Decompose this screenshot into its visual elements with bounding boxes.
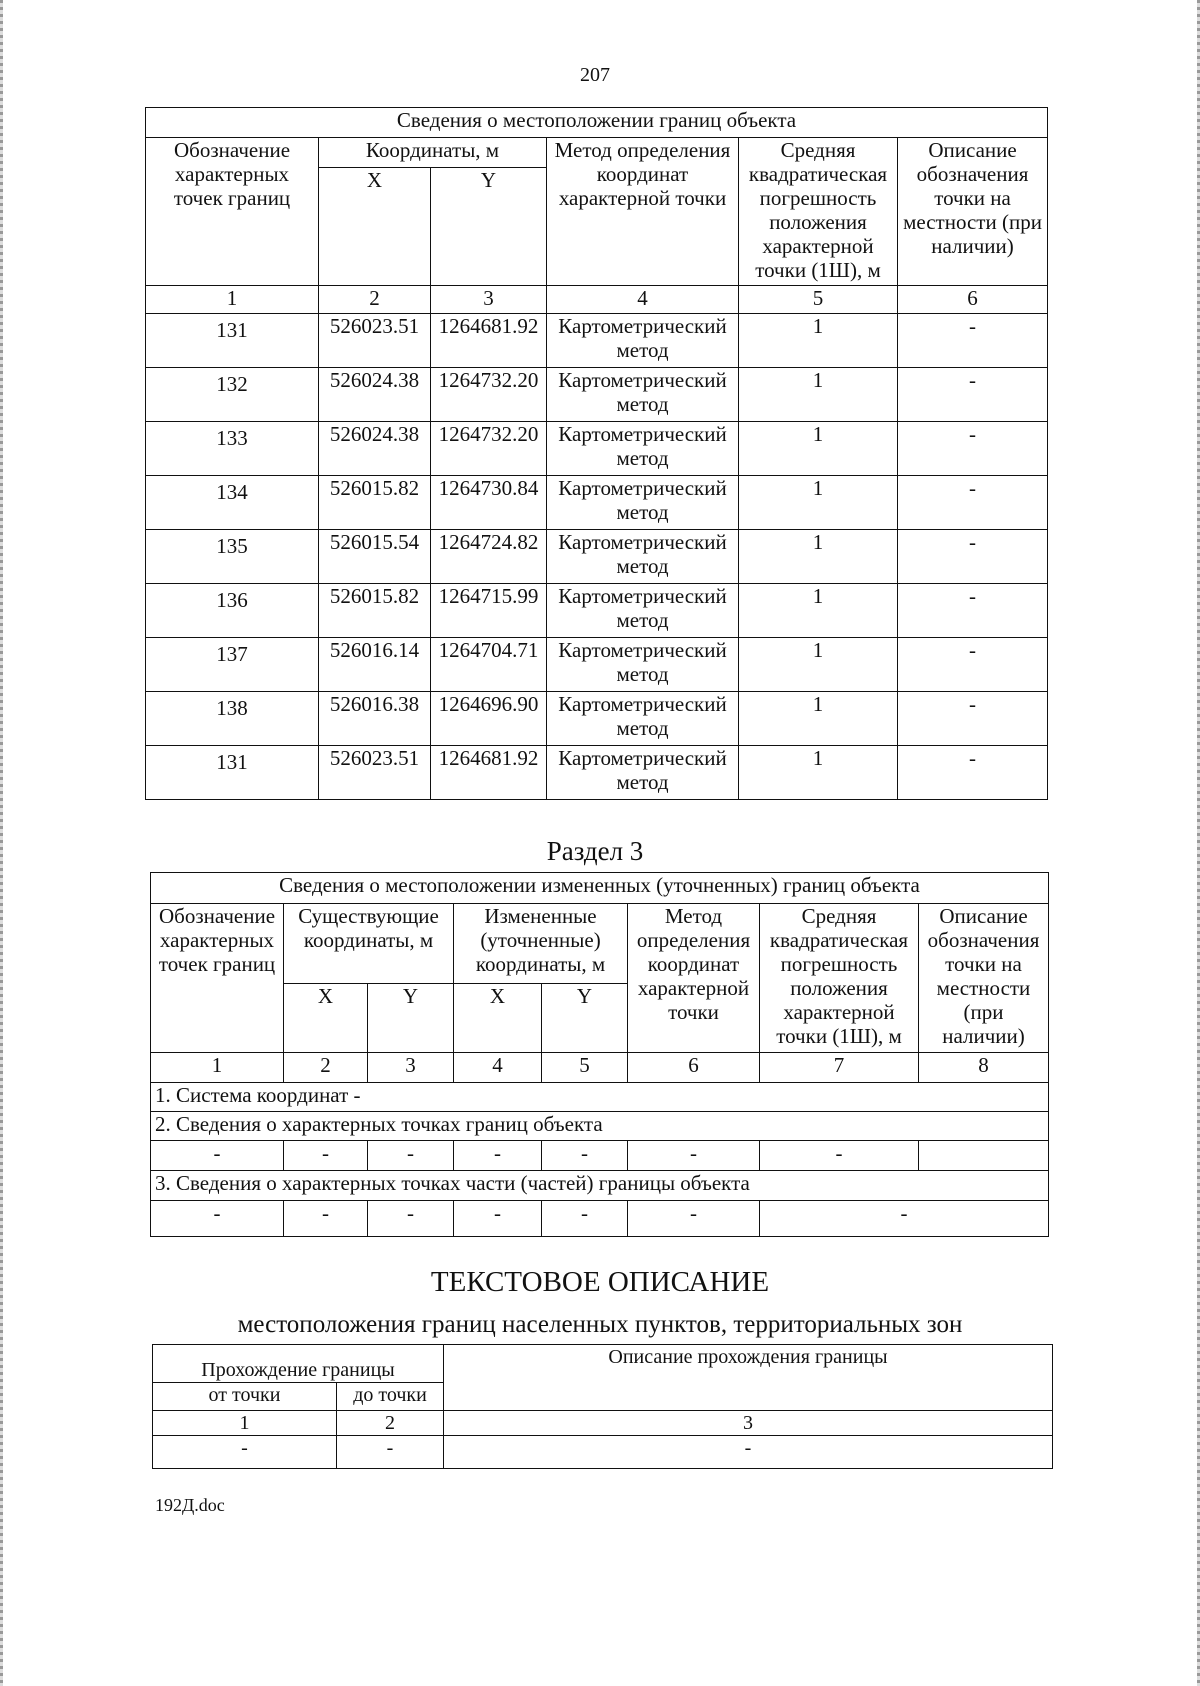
x-cell: 526016.38 (319, 692, 431, 746)
header-description: Описание прохождения границы (444, 1345, 1053, 1411)
boundary-points-table (145, 107, 1048, 800)
header-point: Обозначение характерных точек границ (146, 138, 319, 286)
header-method: Метод определения координат характерной точки (547, 138, 739, 286)
col-number: 3 (431, 286, 547, 314)
table-title: Сведения о местоположении измененных (уточненных) границ объекта (151, 873, 1049, 904)
header-description: Описание обозначения точки на местности (при наличии) (919, 904, 1049, 1053)
y-cell: 1264730.84 (431, 476, 547, 530)
col-number: 2 (284, 1053, 368, 1083)
dash-cell: - (368, 1141, 454, 1171)
description-cell: - (898, 638, 1048, 692)
y-cell: 1264732.20 (431, 422, 547, 476)
x-cell: 526015.82 (319, 476, 431, 530)
point-cell: 135 (146, 530, 319, 584)
y-cell: 1264732.20 (431, 368, 547, 422)
col-number: 6 (898, 286, 1048, 314)
table-row (146, 422, 1048, 476)
col-number: 3 (444, 1411, 1053, 1436)
dash-cell: - (628, 1141, 760, 1171)
description-cell: - (898, 422, 1048, 476)
col-number: 7 (760, 1053, 919, 1083)
header-error: Средняя квадратическая погрешность положения характерной точки (1Ш), м (760, 904, 919, 1053)
col-number: 5 (542, 1053, 628, 1083)
header-y: Y (431, 168, 547, 286)
col-number: 2 (337, 1411, 444, 1436)
col-number: 1 (151, 1053, 284, 1083)
table-title: Сведения о местоположении границ объекта (146, 108, 1048, 138)
header-point: Обозначение характерных точек границ (151, 904, 284, 1053)
y-cell: 1264681.92 (431, 746, 547, 800)
col-number: 8 (919, 1053, 1049, 1083)
col-number: 3 (368, 1053, 454, 1083)
description-cell: - (898, 314, 1048, 368)
dash-cell: - (444, 1436, 1053, 1469)
header-description: Описание обозначения точки на местности (при наличии) (898, 138, 1048, 286)
method-cell: Картометрический метод (547, 530, 739, 584)
header-error: Средняя квадратическая погрешность положения характерной точки (1Ш), м (739, 138, 898, 286)
col-number: 4 (547, 286, 739, 314)
point-cell: 134 (146, 476, 319, 530)
method-cell: Картометрический метод (547, 476, 739, 530)
x-cell: 526024.38 (319, 368, 431, 422)
description-cell: - (898, 746, 1048, 800)
header-x: X (319, 168, 431, 286)
table-row (151, 1141, 1049, 1171)
header-to: до точки (337, 1383, 444, 1411)
header-x: X (284, 984, 368, 1053)
description-cell: - (898, 476, 1048, 530)
y-cell: 1264715.99 (431, 584, 547, 638)
header-from: от точки (153, 1383, 337, 1411)
x-cell: 526015.54 (319, 530, 431, 584)
dash-cell: - (284, 1201, 368, 1237)
header-changed: Измененные (уточненные) координаты, м (454, 904, 628, 984)
method-cell: Картометрический метод (547, 422, 739, 476)
x-cell: 526016.14 (319, 638, 431, 692)
footer-filename: 192Д.doc (155, 1495, 225, 1515)
dash-cell: - (284, 1141, 368, 1171)
point-cell: 137 (146, 638, 319, 692)
error-cell: 1 (739, 476, 898, 530)
description-cell: - (898, 584, 1048, 638)
dash-cell: - (628, 1201, 760, 1237)
dash-cell: - (542, 1201, 628, 1237)
y-cell: 1264681.92 (431, 314, 547, 368)
x-cell: 526023.51 (319, 314, 431, 368)
dash-cell: - (454, 1201, 542, 1237)
dash-cell: - (760, 1141, 919, 1171)
x-cell: 526024.38 (319, 422, 431, 476)
point-cell: 131 (146, 746, 319, 800)
dash-cell: - (153, 1436, 337, 1469)
error-cell: 1 (739, 530, 898, 584)
parts-heading-row: 3. Сведения о характерных точках части (частей) границы объекта (151, 1171, 1049, 1201)
method-cell: Картометрический метод (547, 584, 739, 638)
col-number: 1 (153, 1411, 337, 1436)
method-cell: Картометрический метод (547, 746, 739, 800)
table-row (151, 1201, 1049, 1237)
coord-system-row: 1. Система координат - (151, 1083, 1049, 1112)
method-cell: Картометрический метод (547, 314, 739, 368)
header-existing: Существующие координаты, м (284, 904, 454, 984)
col-number: 5 (739, 286, 898, 314)
dash-cell: - (760, 1201, 1049, 1237)
description-cell: - (898, 692, 1048, 746)
table-row (146, 746, 1048, 800)
header-method: Метод определения координат характерной точки (628, 904, 760, 1053)
col-number: 1 (146, 286, 319, 314)
text-description-title: ТЕКСТОВОЕ ОПИСАНИЕ (430, 1266, 770, 1298)
dash-cell: - (368, 1201, 454, 1237)
table-row (146, 638, 1048, 692)
y-cell: 1264704.71 (431, 638, 547, 692)
x-cell: 526023.51 (319, 746, 431, 800)
description-cell: - (898, 368, 1048, 422)
error-cell: 1 (739, 584, 898, 638)
y-cell: 1264696.90 (431, 692, 547, 746)
table-row (153, 1436, 1053, 1469)
page-number: 207 (580, 64, 610, 86)
table-row (146, 584, 1048, 638)
section-heading: Раздел 3 (546, 836, 644, 866)
header-y: Y (542, 984, 628, 1053)
dash-cell: - (337, 1436, 444, 1469)
header-y: Y (368, 984, 454, 1053)
empty-cell (919, 1141, 1049, 1171)
method-cell: Картометрический метод (547, 638, 739, 692)
dash-cell: - (542, 1141, 628, 1171)
boundary-description-table (152, 1344, 1053, 1469)
error-cell: 1 (739, 422, 898, 476)
points-heading-row: 2. Сведения о характерных точках границ объекта (151, 1112, 1049, 1141)
header-x: X (454, 984, 542, 1053)
dash-cell: - (454, 1141, 542, 1171)
header-passage: Прохождение границы (153, 1345, 444, 1383)
error-cell: 1 (739, 314, 898, 368)
col-number: 4 (454, 1053, 542, 1083)
table-row (146, 530, 1048, 584)
point-cell: 132 (146, 368, 319, 422)
x-cell: 526015.82 (319, 584, 431, 638)
dash-cell: - (151, 1201, 284, 1237)
point-cell: 136 (146, 584, 319, 638)
error-cell: 1 (739, 368, 898, 422)
method-cell: Картометрический метод (547, 692, 739, 746)
header-coords: Координаты, м (319, 138, 547, 168)
col-number: 2 (319, 286, 431, 314)
description-cell: - (898, 530, 1048, 584)
point-cell: 138 (146, 692, 319, 746)
dash-cell: - (151, 1141, 284, 1171)
changed-boundaries-table (150, 872, 1049, 1237)
y-cell: 1264724.82 (431, 530, 547, 584)
error-cell: 1 (739, 638, 898, 692)
table-row (146, 368, 1048, 422)
col-number: 6 (628, 1053, 760, 1083)
point-cell: 131 (146, 314, 319, 368)
error-cell: 1 (739, 692, 898, 746)
text-description-subtitle: местоположения границ населенных пунктов, территориальных зон (237, 1311, 963, 1338)
method-cell: Картометрический метод (547, 368, 739, 422)
error-cell: 1 (739, 746, 898, 800)
point-cell: 133 (146, 422, 319, 476)
table-row (146, 314, 1048, 368)
table-row (146, 476, 1048, 530)
table-row (146, 692, 1048, 746)
